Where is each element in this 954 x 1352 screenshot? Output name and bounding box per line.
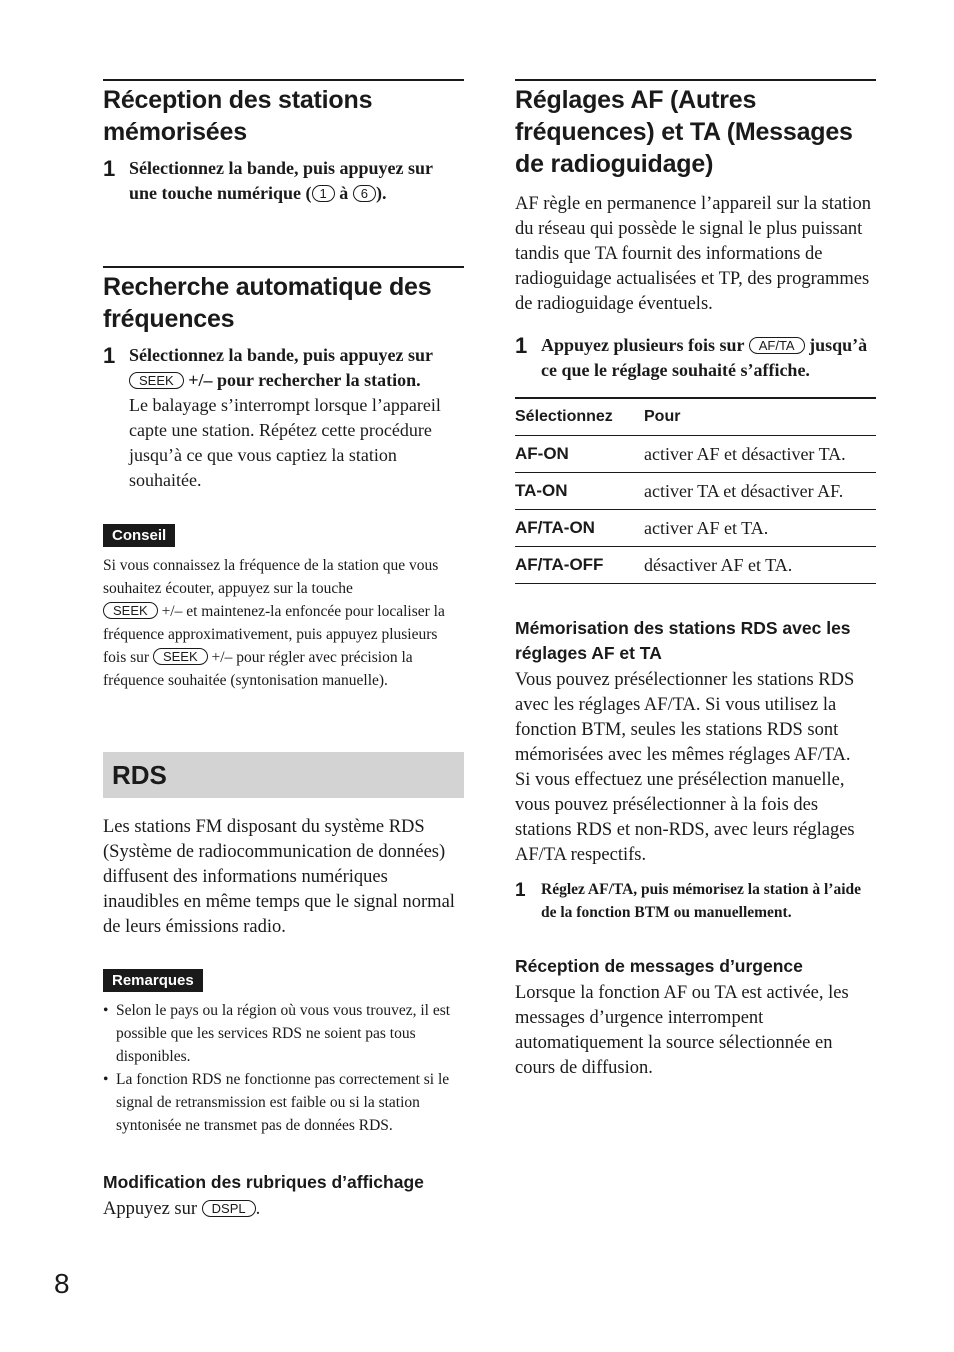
notes-box	[103, 969, 464, 1137]
tip-text: Si vous connaissez la fréquence de la station que vous souhaitez écouter, appuyez sur la touche SEEK +/– et maintenez-la enfoncée pour localiser la fréquence approximativement, puis appuyez plusieurs fois sur SEEK +/– pour régler avec précision la fréquence souhaitée (syntonisation manuelle).	[103, 557, 445, 689]
step-number: 1	[103, 343, 116, 368]
table-header-row	[515, 398, 876, 436]
step	[103, 156, 464, 206]
memo-paragraph: Si vous effectuez une présélection manuelle, vous pouvez présélectionner à la fois des stations RDS et non-RDS, avec leurs réglages AF/TA respectifs.	[515, 770, 855, 865]
step-text: Sélectionnez la bande, puis appuyez sur SEEK +/– pour rechercher la station. Le balayage s’interrompt lorsque l’appareil capte une station. Répétez cette procédure jusqu’à ce que vous captiez la station souhaitée.	[129, 345, 441, 490]
notes-list	[103, 999, 464, 1137]
display-text: Appuyez sur DSPL .	[103, 1199, 261, 1219]
section-memorized-stations	[103, 79, 464, 148]
step-text: Réglez AF/TA, puis mémorisez la station à l’aide de la fonction BTM ou manuellement.	[541, 881, 862, 921]
step-number: 1	[103, 156, 116, 181]
step	[515, 333, 876, 383]
step-text: Sélectionnez la bande, puis appuyez sur une touche numérique ( 1 à 6 ).	[129, 158, 433, 203]
number-key-6: 6	[353, 185, 376, 202]
seek-key: SEEK	[129, 372, 184, 389]
dspl-key: DSPL	[202, 1200, 256, 1217]
table-row: TA-ON activer TA et désactiver AF.	[515, 473, 876, 510]
rds-title: RDS	[112, 759, 167, 790]
memo-paragraph: Vous pouvez présélectionner les stations RDS avec les réglages AF/TA. Si vous utilisez la fonction BTM, seules les stations RDS sont mémorisées avec les mêmes réglages AF/TA.	[515, 670, 855, 765]
rds-header-bar	[103, 752, 464, 798]
column-header: Sélectionnez	[515, 398, 644, 436]
page-number: 8	[54, 1268, 70, 1299]
step-number: 1	[515, 880, 526, 901]
rds-intro: Les stations FM disposant du système RDS (Système de radiocommunication de données) diffusent des informations numériques inaudibles en même temps que le signal normal de leurs émissions radio.	[103, 817, 455, 937]
af-intro: AF règle en permanence l’appareil sur la station du réseau qui possède le signal le plus puissant tandis que TA fournit des informations de radioguidage actualisées et TP, des programmes de radioguidage éventuels.	[515, 194, 871, 314]
section-title: Recherche automatique des fréquences	[103, 273, 432, 333]
emergency-heading: Réception de messages d’urgence	[515, 956, 803, 976]
emergency-text: Lorsque la fonction AF ou TA est activée, les messages d’urgence interrompent automatiquement la source sélectionnée en cours de diffusion.	[515, 983, 849, 1078]
table-row: AF/TA-OFF désactiver AF et TA.	[515, 547, 876, 584]
display-heading: Modification des rubriques d’affichage	[103, 1172, 424, 1192]
step-text: Appuyez plusieurs fois sur AF/TA jusqu’à ce que le réglage souhaité s’affiche.	[541, 335, 868, 380]
section-af-ta	[515, 79, 876, 180]
step-number: 1	[515, 333, 528, 358]
table-row: AF-ON activer AF et désactiver TA.	[515, 436, 876, 473]
section-title: Réglages AF (Autres fréquences) et TA (Messages de radioguidage)	[515, 86, 853, 178]
af-ta-table	[515, 397, 876, 584]
section-auto-search	[103, 266, 464, 335]
step	[103, 343, 464, 493]
af-ta-key: AF/TA	[749, 337, 805, 354]
seek-key: SEEK	[153, 648, 208, 665]
table-row: AF/TA-ON activer AF et TA.	[515, 510, 876, 547]
left-column	[103, 79, 464, 1222]
tip-label: Conseil	[103, 524, 175, 547]
seek-key: SEEK	[103, 602, 158, 619]
list-item: • Selon le pays ou la région où vous vous trouvez, il est possible que les services RDS ne soient pas tous disponibles.	[103, 999, 464, 1068]
tip-box	[103, 524, 464, 692]
list-item: • La fonction RDS ne fonctionne pas correctement si le signal de retransmission est faible ou si la station syntonisée ne transmet pas de données RDS.	[103, 1068, 464, 1137]
memo-heading: Mémorisation des stations RDS avec les réglages AF et TA	[515, 618, 851, 663]
number-key-1: 1	[312, 185, 335, 202]
section-title: Réception des stations mémorisées	[103, 86, 373, 146]
column-header: Pour	[644, 398, 876, 436]
notes-label: Remarques	[103, 969, 203, 992]
step	[515, 878, 876, 924]
right-column	[515, 79, 876, 1081]
